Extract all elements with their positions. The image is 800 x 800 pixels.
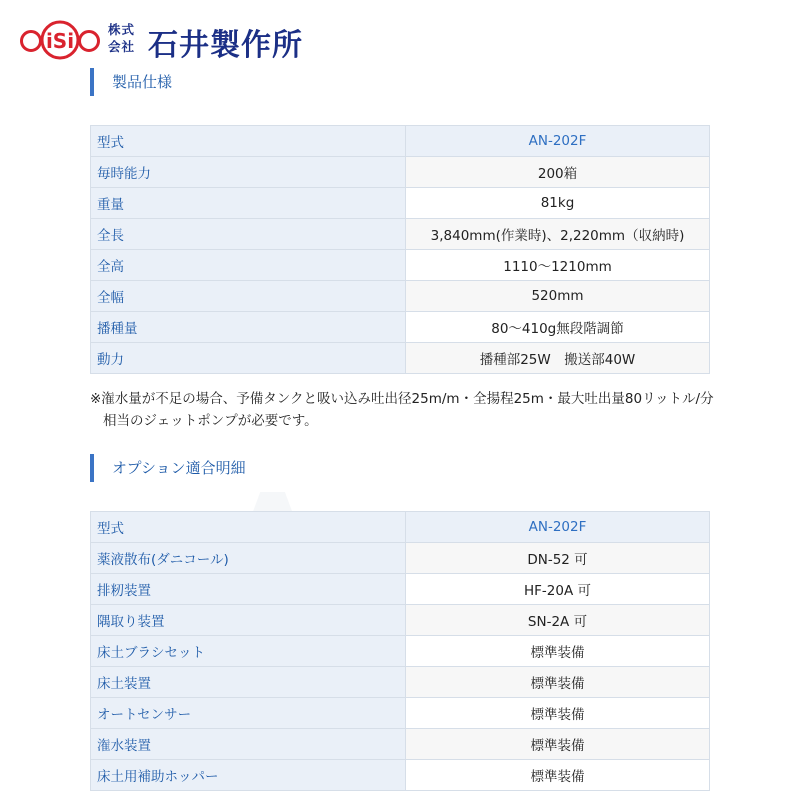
row-value: 標準装備 [406,760,710,791]
row-value: 520mm [406,281,710,312]
row-label: オートセンサー [91,698,406,729]
table-row [91,219,710,250]
row-value: AN-202F [406,126,710,157]
spec-section-title: 製品仕様 [90,68,172,96]
logo-mark-text: iSi [45,29,75,53]
row-value: 標準装備 [406,667,710,698]
row-label: 床土装置 [91,667,406,698]
row-label: 全幅 [91,281,406,312]
table-row [91,157,710,188]
table-row [91,188,710,219]
row-label: 床土用補助ホッパー [91,760,406,791]
table-row [91,281,710,312]
table-row [91,312,710,343]
row-value: 80〜410g無段階調節 [406,312,710,343]
row-value: HF-20A 可 [406,574,710,605]
table-row [91,543,710,574]
note-text: ※潅水量が不足の場合、予備タンクと吸い込み吐出径25m/m・全揚程25m・最大吐出量80リットル/分相当のジェットポンプが必要です。 [90,391,714,429]
table-row [91,574,710,605]
row-value: 1110〜1210mm [406,250,710,281]
option-section-title: オプション適合明細 [90,454,246,482]
logo-kabushiki-text: 株式会社 [108,22,136,54]
row-value: 標準装備 [406,698,710,729]
company-logo [20,18,340,62]
row-value: 200箱 [406,157,710,188]
row-value: 81kg [406,188,710,219]
row-label: 播種量 [91,312,406,343]
table-row [91,698,710,729]
row-label: 全高 [91,250,406,281]
table-row [91,605,710,636]
row-label: 排籾装置 [91,574,406,605]
row-label: 型式 [91,512,406,543]
table-row [91,343,710,374]
row-value: DN-52 可 [406,543,710,574]
row-label: 潅水装置 [91,729,406,760]
row-value: AN-202F [406,512,710,543]
row-label: 全長 [91,219,406,250]
table-row [91,667,710,698]
row-label: 動力 [91,343,406,374]
isi-logo-icon [20,18,100,62]
table-row [91,636,710,667]
row-label: 薬液散布(ダニコール) [91,543,406,574]
row-label: 型式 [91,126,406,157]
table-row [91,250,710,281]
row-label: 隅取り装置 [91,605,406,636]
spec-table [90,125,710,374]
table-row [91,760,710,791]
row-label: 床土ブラシセット [91,636,406,667]
table-row [91,729,710,760]
water-supply-note [90,388,715,432]
option-table [90,511,710,791]
row-value: 播種部25W 搬送部40W [406,343,710,374]
row-value: SN-2A 可 [406,605,710,636]
row-value: 3,840mm(作業時)、2,220mm（収納時) [406,219,710,250]
table-row [91,512,710,543]
table-row [91,126,710,157]
row-label: 重量 [91,188,406,219]
row-label: 毎時能力 [91,157,406,188]
row-value: 標準装備 [406,636,710,667]
row-value: 標準装備 [406,729,710,760]
logo-company-name: 石井製作所 [148,28,303,63]
